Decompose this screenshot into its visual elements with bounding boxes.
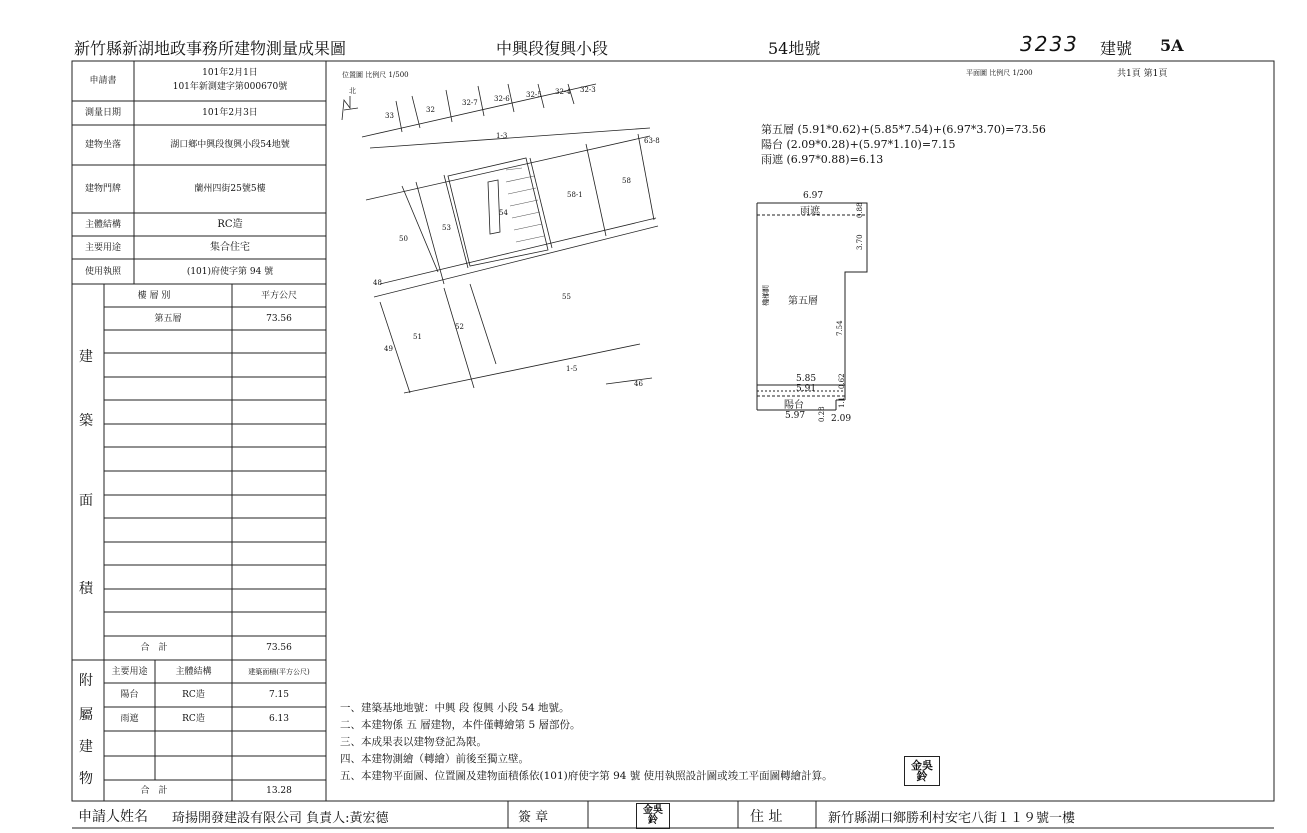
footer-seal-stamp: 金吳 鈴 xyxy=(636,803,670,829)
attached-side-char-4: 物 xyxy=(79,771,93,787)
note-5: 五、本建物平面圖、位置圖及建物面積係依(101)府使字第 94 號 使用執照設計圖或竣工平面圖轉繪計算。 xyxy=(340,770,833,782)
application-label: 申請書 xyxy=(89,76,117,86)
formula-line-1: 第五層 (5.91*0.62)+(5.85*7.54)+(6.97*3.70)=73.56 xyxy=(761,123,1046,136)
address-value: 新竹縣湖口鄉勝利村安宅八街１１９號一樓 xyxy=(828,811,1076,826)
floor-plan-title: 平面圖 比例尺 1/200 xyxy=(966,69,1033,77)
attached-row-1-area: 7.15 xyxy=(268,690,290,700)
floor-row-label: 第五層 xyxy=(154,313,182,324)
north-arrow-label: 北 xyxy=(349,87,356,95)
section-name: 中興段復興小段 xyxy=(496,39,609,58)
lot-label: 32-4 xyxy=(555,88,571,96)
survey-date-value: 101年2月3日 xyxy=(202,108,258,118)
formula-line-3: 雨遮 (6.97*0.88)=6.13 xyxy=(761,153,884,166)
note-2: 二、本建物係 五 層建物，本件僅轉繪第 5 層部份。 xyxy=(340,719,581,731)
dim-main-height: 7.54 xyxy=(836,320,844,336)
attached-side-char-3: 建 xyxy=(79,739,93,755)
attached-row-2-use: 雨遮 xyxy=(120,714,139,724)
lot-label: 58 xyxy=(622,177,631,185)
application-number: 101年新測建字第000670號 xyxy=(172,82,288,92)
lot-label: 58-1 xyxy=(567,191,583,199)
attached-use-header: 主要用途 xyxy=(111,666,148,677)
area-side-char-4: 積 xyxy=(79,581,93,597)
lot-label: 53 xyxy=(442,224,451,232)
lot-label: 32-3 xyxy=(580,86,596,94)
attached-row-2-area: 6.13 xyxy=(268,714,290,724)
lot-label: 1-5 xyxy=(566,365,578,373)
attached-side-char-1: 附 xyxy=(79,673,93,689)
lot-label: 63-8 xyxy=(644,137,660,145)
lot-label: 1-3 xyxy=(496,132,508,140)
address-label: 住 址 xyxy=(750,809,783,825)
page-count: 共1頁 第1頁 xyxy=(1117,69,1168,79)
lot-label: 32 xyxy=(426,106,435,114)
door-label: 建物門牌 xyxy=(84,184,121,194)
attached-structure-header: 主體結構 xyxy=(175,666,212,677)
lot-label: 32-7 xyxy=(462,99,478,107)
dim-balcony-small-width: 2.09 xyxy=(831,414,852,424)
area-total-value: 73.56 xyxy=(266,643,292,653)
applicant-label: 申請人姓名 xyxy=(78,809,148,825)
balcony-label: 陽台 xyxy=(784,400,804,411)
note-4: 四、本建物測繪（轉繪）前後至獨立壁。 xyxy=(340,753,529,765)
seal-label: 簽 章 xyxy=(518,810,549,825)
lot-label: 32-5 xyxy=(526,91,542,99)
note-1: 一、建築基地地號：中興 段 復興 小段 54 地號。 xyxy=(340,702,570,714)
permit-value: (101)府使字第 94 號 xyxy=(186,266,274,277)
seal-stamp: 金吳 鈴 xyxy=(904,756,940,786)
attached-row-1-use: 陽台 xyxy=(120,690,139,700)
area-column-header: 平方公尺 xyxy=(260,290,297,301)
handwritten-number: 3233 xyxy=(1020,32,1079,56)
dim-canopy-depth: 0.88 xyxy=(856,202,864,218)
dim-balcony-width: 5.97 xyxy=(785,411,806,421)
fifth-floor-label: 第五層 xyxy=(788,296,818,307)
dim-top-width: 6.97 xyxy=(803,191,824,201)
permit-label: 使用執照 xyxy=(84,266,121,277)
dim-upper-height: 3.70 xyxy=(856,234,864,250)
building-number: 5A xyxy=(1160,36,1184,55)
attached-side-char-2: 屬 xyxy=(79,707,93,723)
door-value: 蘭州四街25號5樓 xyxy=(194,184,266,194)
attached-area-header: 建築面積(平方公尺) xyxy=(248,667,310,676)
lot-label: 54 xyxy=(499,209,508,217)
lot-label: 49 xyxy=(384,345,393,353)
area-side-char-1: 建 xyxy=(79,349,93,365)
stair-label: 樓梯間 xyxy=(762,285,770,306)
lot-label: 55 xyxy=(562,293,571,301)
lot-label: 48 xyxy=(373,279,382,287)
attached-total-value: 13.28 xyxy=(266,785,292,796)
area-side-char-3: 面 xyxy=(79,493,93,509)
structure-value: RC造 xyxy=(217,218,243,230)
location-label: 建物坐落 xyxy=(84,140,121,150)
dim-main-width: 5.85 xyxy=(796,374,817,384)
usage-label: 主要用途 xyxy=(84,242,121,253)
dim-balcony-depth: 1.1 xyxy=(838,396,846,408)
note-3: 三、本成果表以建物登記為限。 xyxy=(340,736,487,748)
floor-column-header: 樓 層 別 xyxy=(137,290,171,301)
canopy-label: 雨遮 xyxy=(800,206,820,217)
lot-label: 52 xyxy=(455,323,464,331)
lot-label: 33 xyxy=(385,112,394,120)
dim-lower-width: 5.91 xyxy=(796,384,817,394)
location-map-title: 位置圖 比例尺 1/500 xyxy=(342,71,409,79)
lot-label: 46 xyxy=(634,380,643,388)
lot-label: 50 xyxy=(399,235,408,243)
lot-label: 51 xyxy=(413,333,422,341)
usage-value: 集合住宅 xyxy=(210,241,250,253)
application-date: 101年2月1日 xyxy=(202,68,258,78)
document-title: 新竹縣新湖地政事務所建物測量成果圖 xyxy=(74,39,347,58)
floor-row-area: 73.56 xyxy=(266,313,292,324)
attached-row-2-structure: RC造 xyxy=(182,714,205,724)
area-side-char-2: 築 xyxy=(79,413,93,429)
formula-line-2: 陽台 (2.09*0.28)+(5.97*1.10)=7.15 xyxy=(761,138,956,151)
structure-label: 主體結構 xyxy=(84,219,121,230)
survey-date-label: 測量日期 xyxy=(84,108,121,118)
dim-lower-depth: 0.62 xyxy=(838,373,846,389)
attached-row-1-structure: RC造 xyxy=(182,690,205,700)
location-value: 湖口鄉中興段復興小段54地號 xyxy=(170,140,290,150)
area-total-label: 合 計 xyxy=(140,643,168,653)
applicant-value: 琦揚開發建設有限公司 負責人:黃宏德 xyxy=(172,811,389,826)
lot-number: 54地號 xyxy=(768,39,821,58)
building-number-label: 建號 xyxy=(1100,39,1133,58)
lot-label: 32-6 xyxy=(494,95,510,103)
attached-total-label: 合 計 xyxy=(140,785,168,796)
dim-balcony-step: 0.28 xyxy=(818,406,826,422)
